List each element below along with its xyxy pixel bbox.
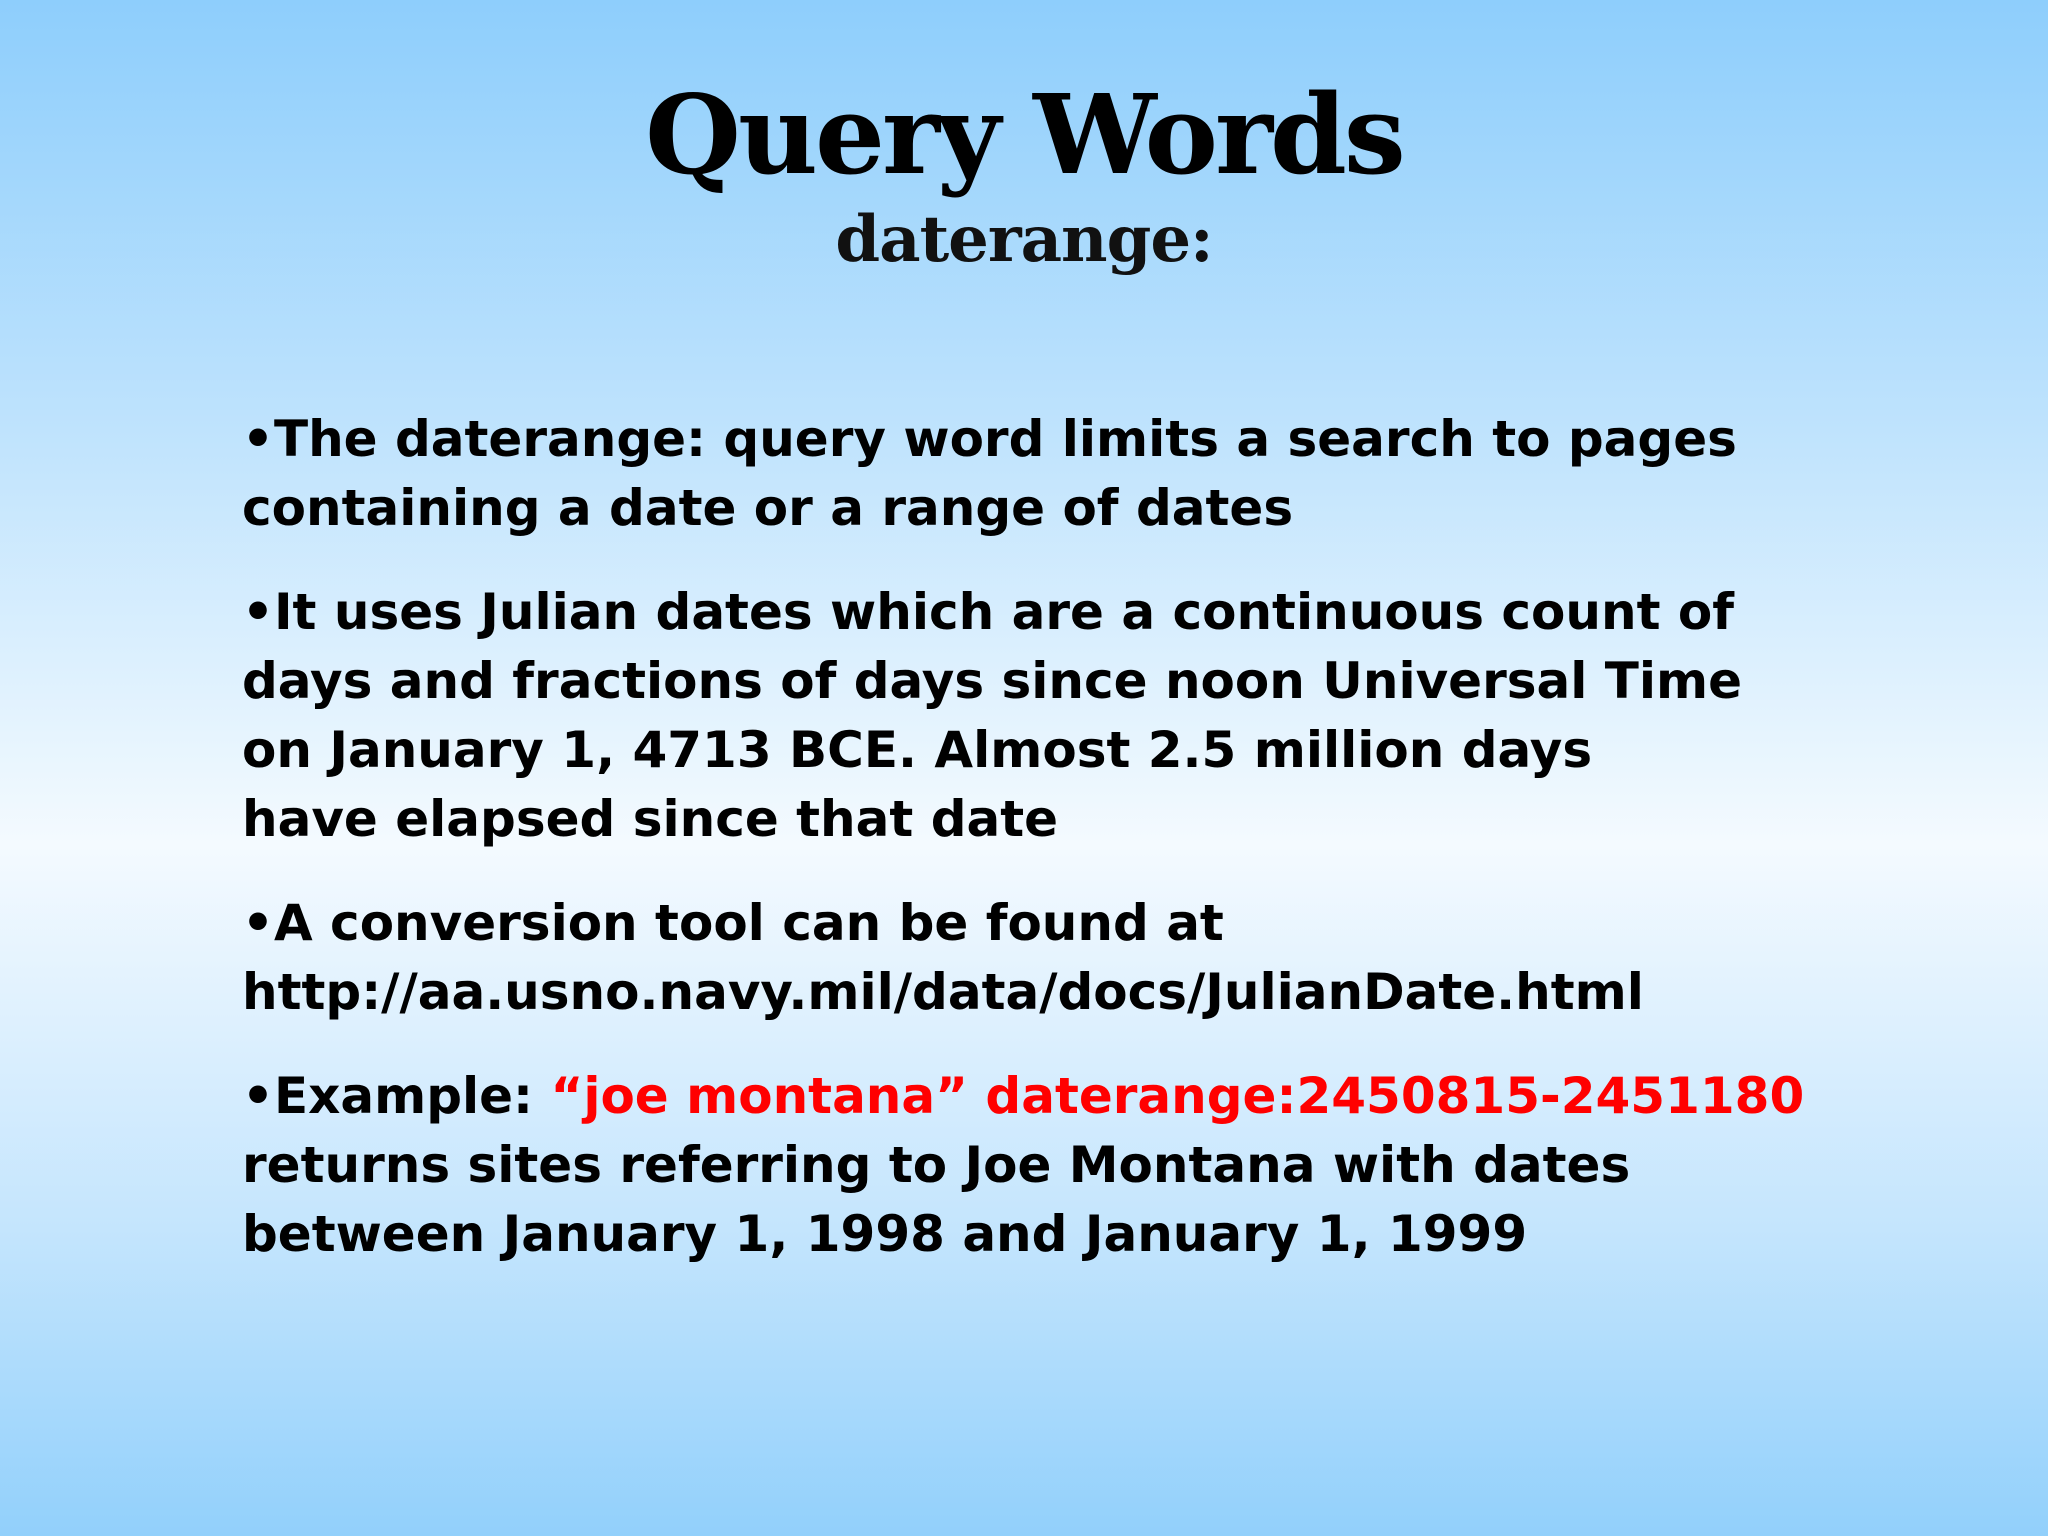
bullet-item-example xyxy=(242,1062,1822,1269)
slide-title: Query Words xyxy=(645,70,1403,199)
example-label: •Example: xyxy=(242,1067,551,1125)
bullet-item-daterange-definition: •The daterange: query word limits a search to pages containing a date or a range of dates xyxy=(242,410,1737,537)
bullet-item-conversion-tool: •A conversion tool can be found at http://aa.usno.navy.mil/data/docs/JulianDate.html xyxy=(242,894,1644,1021)
bullet-list xyxy=(242,405,1822,1304)
bullet-item-julian-dates: •It uses Julian dates which are a continuous count of days and fractions of days since noon Universal Time on January 1, 4713 BCE. Almost 2.5 million days have elapsed since that date xyxy=(242,583,1743,848)
example-query: “joe montana” daterange:2450815-2451180 xyxy=(550,1067,1805,1125)
example-description: returns sites referring to Joe Montana with dates between January 1, 1998 and January 1, 1999 xyxy=(242,1136,1631,1263)
slide-subtitle: daterange: xyxy=(835,202,1213,277)
